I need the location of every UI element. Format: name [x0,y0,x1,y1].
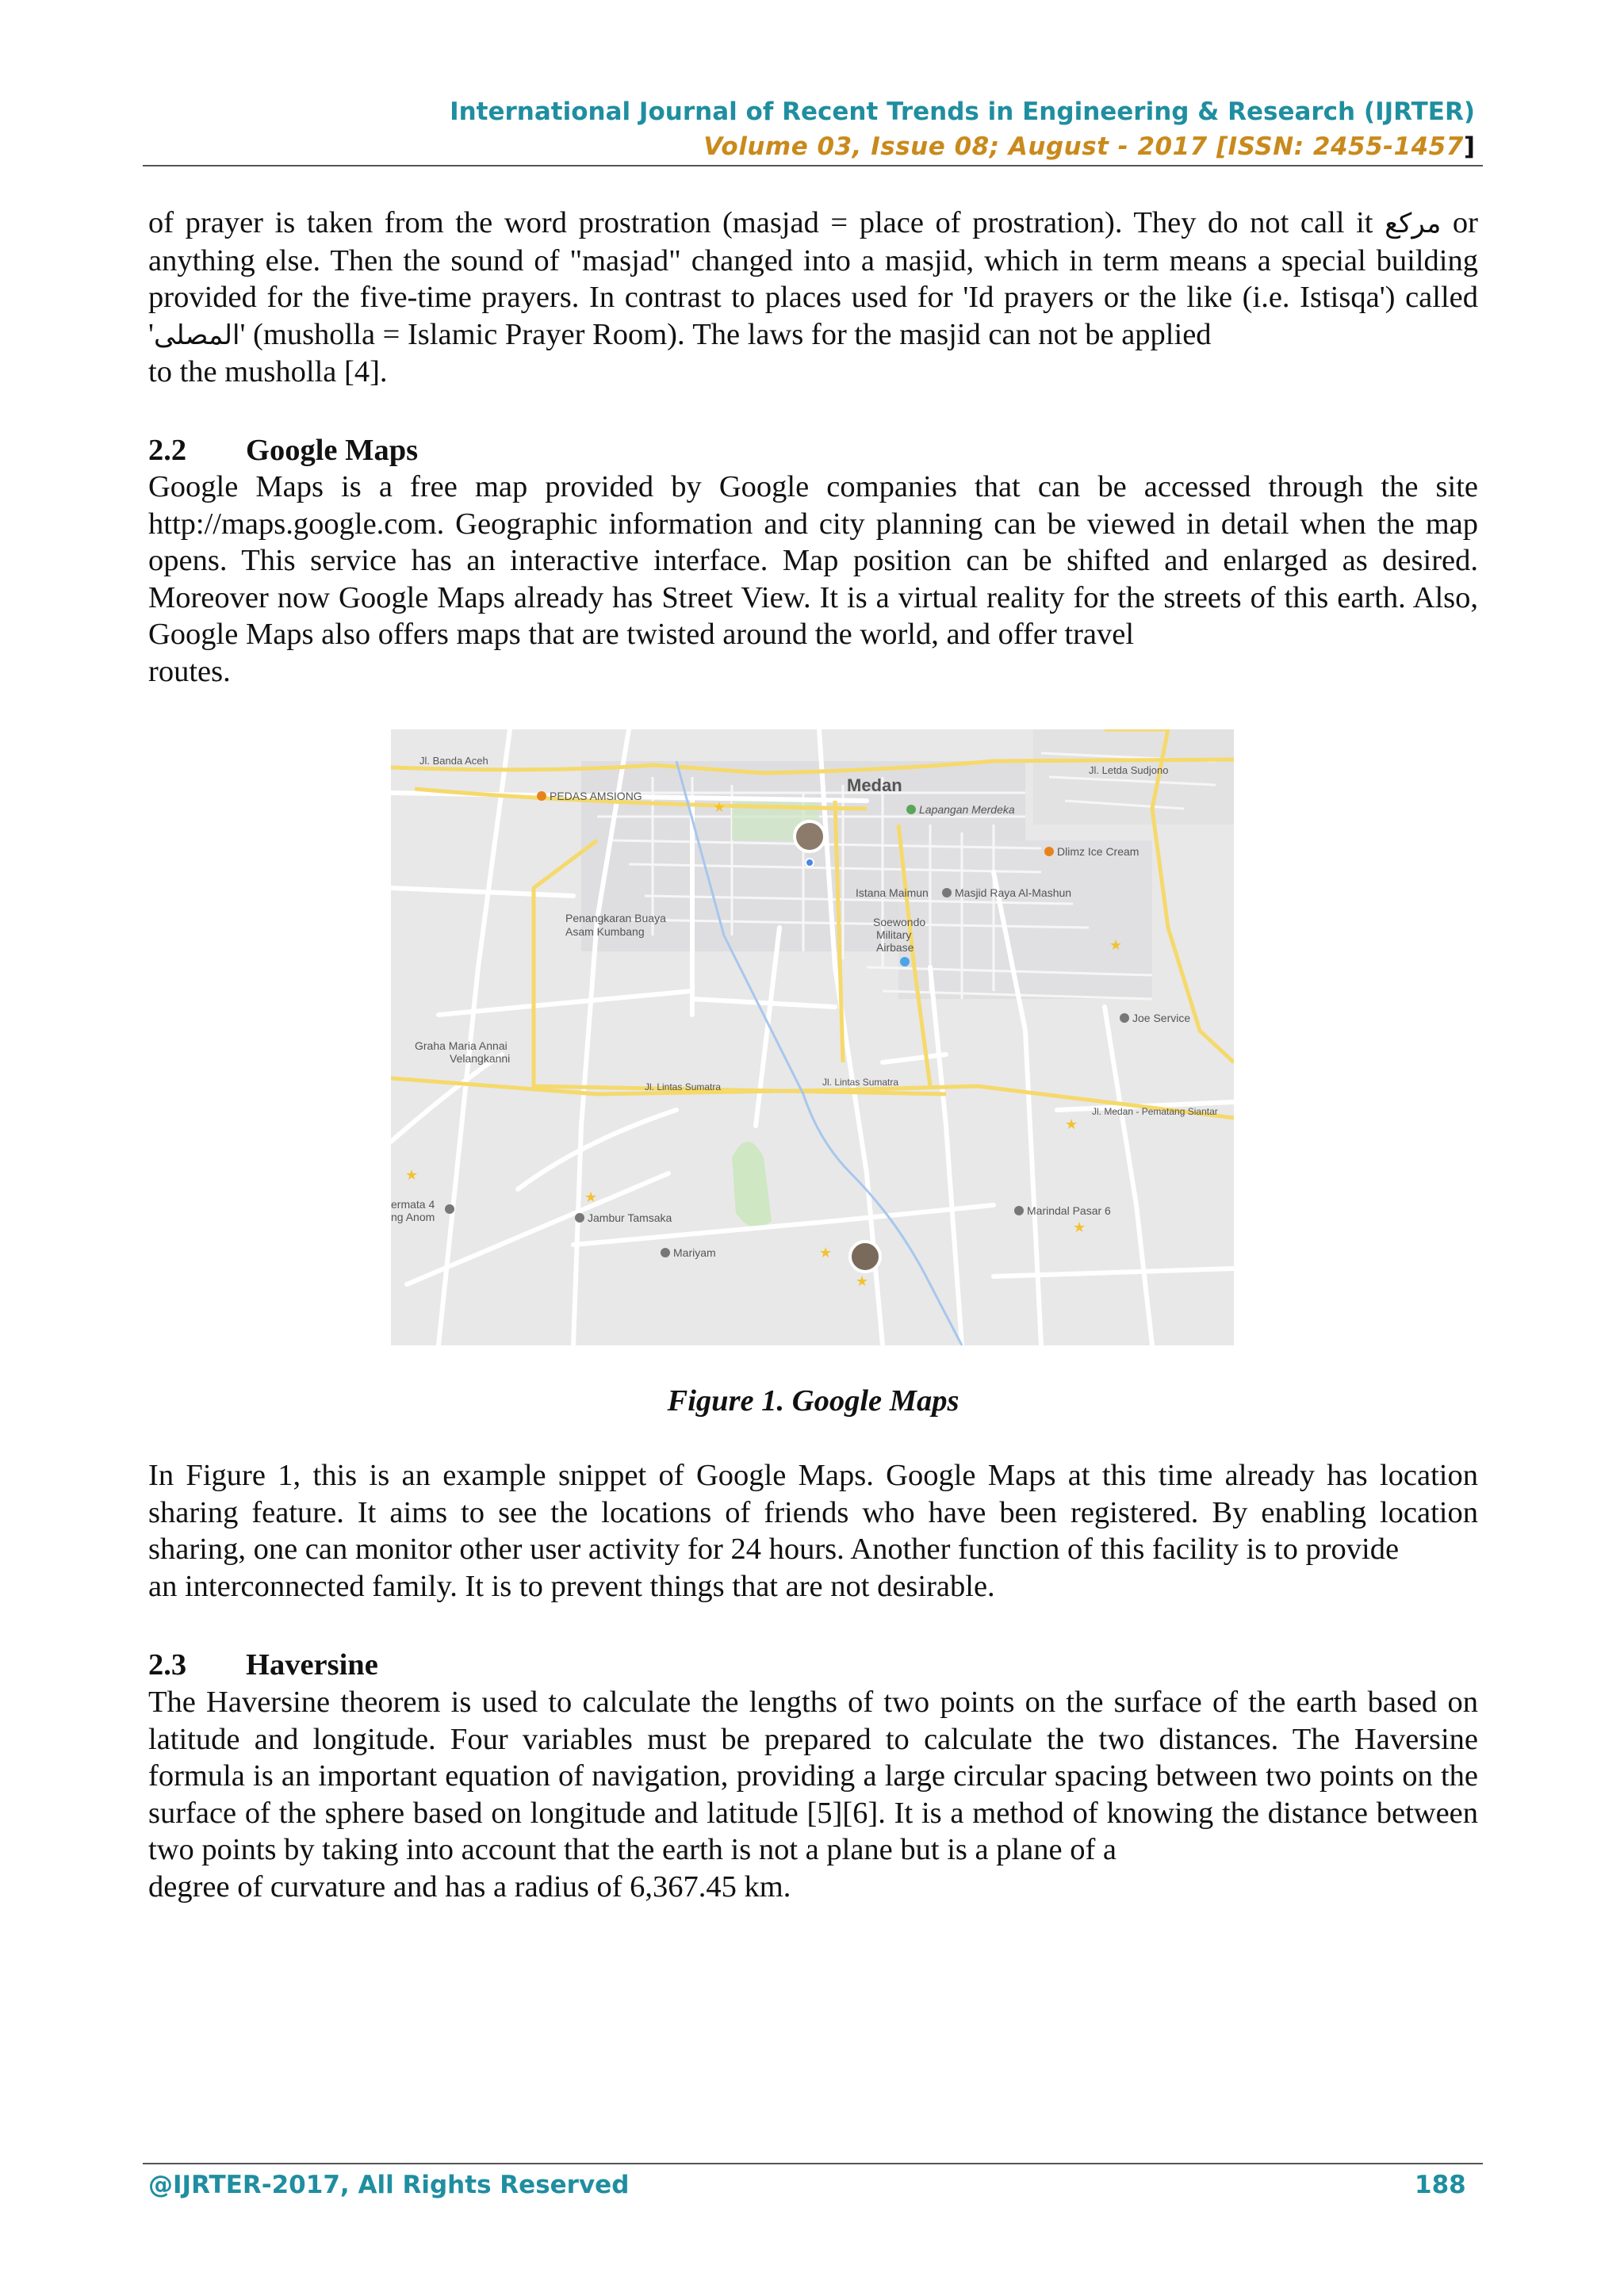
intro-body-b: ' (musholla = Islamic Prayer Room). The laws for the masjid can not be applied [239,317,1212,351]
label-soewondo-2: Military [876,928,912,941]
label-medan: Medan [847,775,902,795]
google-maps-last-line: routes. [148,654,231,688]
intro-body-a: or anything else. Then the sound of "masjad" changed into a masjid, which in term means a special building provided for the five-time prayers. In contrast to places used for 'Id prayers or the like (i.e. Istisqa') called ' [148,206,1478,351]
figure-caption: Figure 1. Google Maps [667,1384,959,1418]
mosque-icon [942,888,952,897]
star-icon: ★ [405,1167,419,1184]
label-joe-service: Joe Service [1132,1012,1191,1024]
label-penangkaran-1: Penangkaran Buaya [565,912,666,924]
location-dot-icon [806,859,814,867]
section-heading-2-3 [148,1647,378,1683]
label-jambur-tamsaka: Jambur Tamsaka [588,1211,672,1224]
google-maps-figure [391,729,1234,1345]
restaurant-icon [537,791,546,801]
label-medan-pematang: Jl. Medan - Pematang Siantar [1092,1106,1218,1117]
header-rule [143,165,1483,166]
airport-icon [900,957,910,966]
footer-copyright: @IJRTER-2017, All Rights Reserved [148,2171,630,2199]
friend-avatar-icon [850,1242,880,1272]
figure-discussion-text: In Figure 1, this is an example snippet of Google Maps. Google Maps at this time already has location sharing feature. It aims to see the locations of friends who have been registered. By enabling location sharing, one can monitor other user activity for 24 hours. Another function of this facility is to provide [148,1459,1478,1566]
label-permata-1: ermata 4 [391,1198,435,1211]
google-maps-paragraph [148,469,1478,690]
place-icon-mariyam [661,1248,670,1257]
label-masjid-raya: Masjid Raya Al-Mashun [955,886,1072,899]
footer-rule [143,2163,1483,2164]
label-lintas-sumatra-1: Jl. Lintas Sumatra [645,1081,722,1093]
section-number: 2.2 [148,434,187,467]
label-mariyam: Mariyam [673,1246,716,1259]
google-maps-text: Google Maps is a free map provided by Google companies that can be accessed through the site http://maps.google.com. Geographic information and city planning can be viewed in detail when the map opens. This service has an interactive interface. Map position can be shifted and enlarged as desired. Moreover now Google Maps already has Street View. It is a virtual reality for the streets of this earth. Also, Google Maps also offers maps that are twisted around the world, and offer travel [148,470,1478,651]
label-permata-2: ng Anom [391,1211,435,1223]
friend-avatar-icon [795,821,825,851]
label-istana-maimun: Istana Maimun [856,886,929,899]
label-pedas-amsiong: PEDAS AMSIONG [550,790,642,802]
section-number: 2.3 [148,1648,187,1682]
label-graha-1: Graha Maria Annai [415,1039,508,1052]
intro-last-line: to the musholla [4]. [148,355,388,388]
journal-title: International Journal of Recent Trends in Engineering & Research (IJRTER) [450,98,1475,126]
arabic-word-2: المصلى [153,319,240,351]
label-lintas-sumatra-2: Jl. Lintas Sumatra [822,1077,899,1088]
intro-line1: of prayer is taken from the word prostration (masjad = place of prostration). They do not call it [148,206,1385,239]
label-graha-2: Velangkanni [450,1052,511,1065]
market-icon [1014,1206,1024,1215]
label-penangkaran-2: Asam Kumbang [565,925,645,938]
figure-discussion-last-line: an interconnected family. It is to prevent things that are not desirable. [148,1569,995,1603]
map-image [391,729,1234,1345]
section-title: Haversine [246,1648,378,1682]
label-soewondo-1: Soewondo [873,916,926,928]
star-icon: ★ [819,1245,833,1261]
section-heading-2-2 [148,432,418,469]
label-dlimz: Dlimz Ice Cream [1057,845,1139,858]
haversine-text: The Haversine theorem is used to calculate the lengths of two points on the surface of the earth based on latitude and longitude. Four variables must be prepared to calculate the two distances. The Haversine formula is an important equation of navigation, providing a large circular spacing between two points on the surface of the sphere based on longitude and latitude [5][6]. It is a method of knowing the distance between two points by taking into account that the earth is not a plane but is a plane of a [148,1686,1478,1866]
star-icon: ★ [856,1273,869,1290]
star-icon: ★ [713,799,726,816]
label-lapangan-merdeka: Lapangan Merdeka [919,803,1015,816]
label-letda-sudjono: Jl. Letda Sudjono [1089,764,1169,776]
running-header [143,94,1475,163]
intro-paragraph [148,205,1478,391]
star-icon: ★ [1109,937,1123,954]
star-icon: ★ [584,1189,598,1206]
arabic-word-1: مركع [1385,208,1442,239]
service-icon [1120,1013,1129,1023]
haversine-last-line: degree of curvature and has a radius of 6,367.45 km. [148,1869,791,1904]
page-number: 188 [1415,2171,1466,2199]
figure-discussion-paragraph [148,1457,1478,1605]
haversine-paragraph [148,1684,1478,1905]
intro-text [148,205,1478,354]
issue-bracket: ] [1463,132,1475,161]
label-soewondo-3: Airbase [876,941,914,954]
issue-text: Volume 03, Issue 08; August - 2017 [ISSN: 2455-1457 [703,132,1464,161]
park-icon [906,805,916,814]
label-marindal: Marindal Pasar 6 [1027,1204,1111,1217]
issue-line [143,130,1475,163]
star-icon: ★ [1065,1116,1078,1133]
label-banda-aceh: Jl. Banda Aceh [419,755,488,767]
cafe-icon [1044,847,1054,856]
star-icon: ★ [1073,1219,1086,1236]
venue-icon [575,1213,584,1223]
place-icon [445,1204,454,1214]
section-title: Google Maps [246,434,419,467]
